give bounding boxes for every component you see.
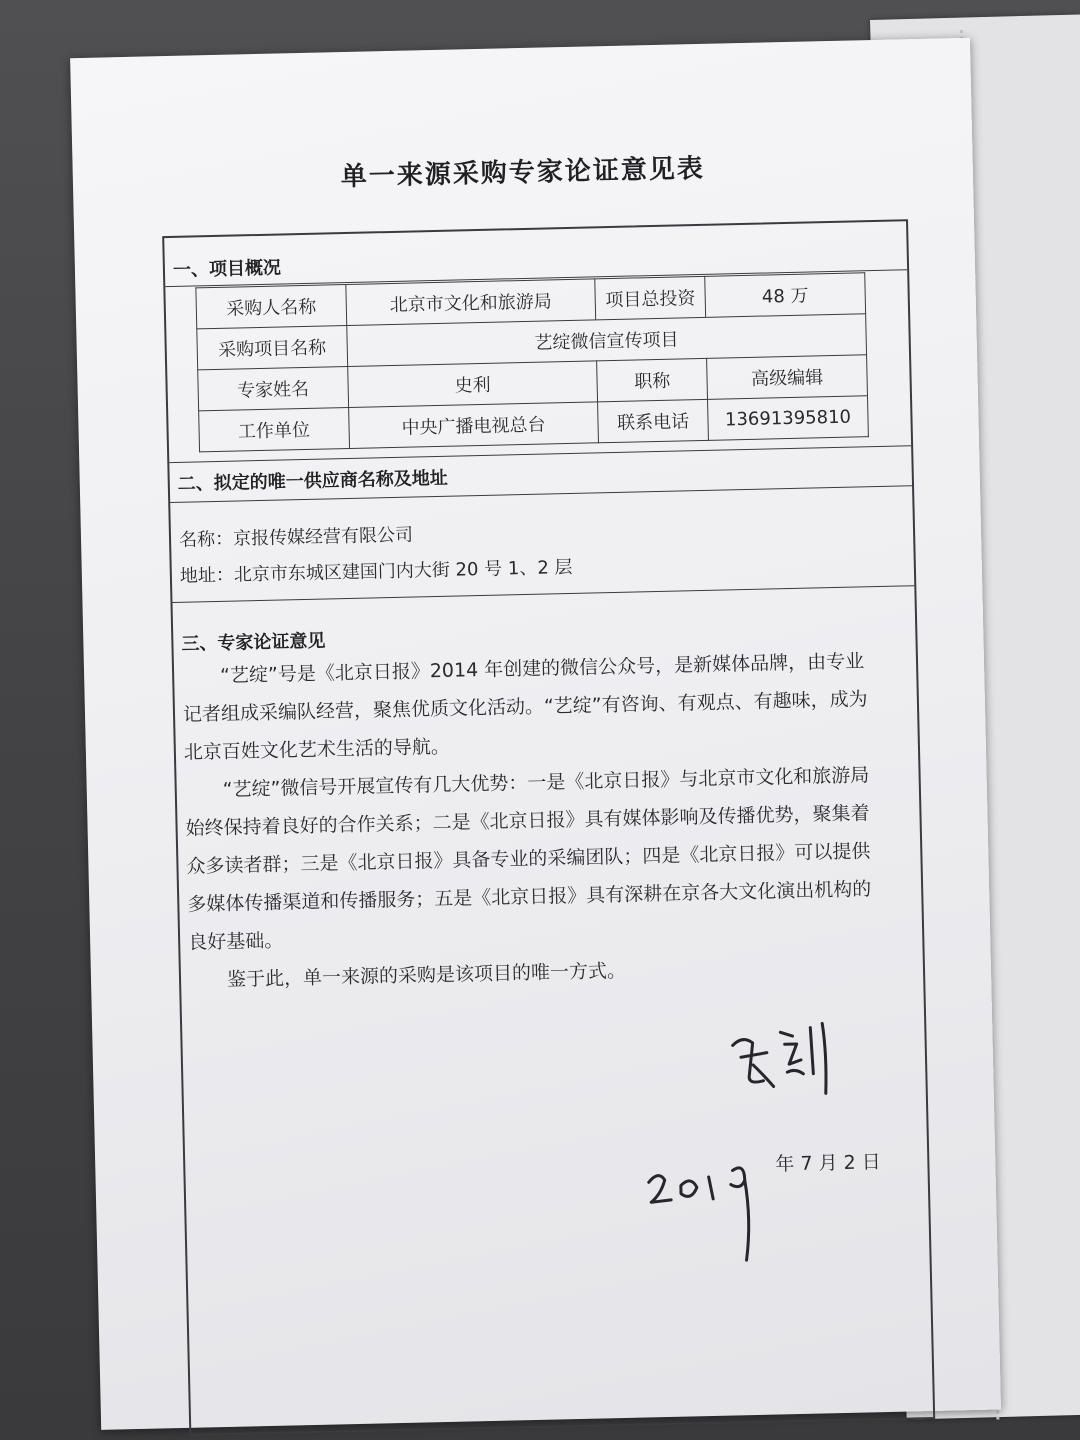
value-phone: 13691395810 [708, 396, 869, 441]
opinion-paragraph-3: 鉴于此，单一来源的采购是该项目的唯一方式。 [226, 959, 627, 991]
value-investment: 48 万 [705, 273, 866, 318]
signature-date: 年 7 月 2 日 [775, 1151, 881, 1176]
opinion-paragraph-1: “艺绽”号是《北京日报》2014 年创建的微信公众号，是新媒体品牌，由专业记者组成采编队经营，聚焦优质文化活动。“艺绽”有咨询、有观点、有趣味，成为北京百姓文化艺术生活的导航。 [182, 650, 868, 764]
value-purchaser: 北京市文化和旅游局 [346, 279, 596, 326]
project-overview-table [195, 272, 869, 452]
document-title: 单一来源采购专家论证意见表 [340, 153, 706, 193]
supplier-name: 名称：京报传媒经营有限公司 [178, 524, 414, 551]
label-project-name: 采购项目名称 [197, 326, 348, 370]
form-frame [162, 219, 935, 1436]
handwritten-year [640, 1139, 793, 1272]
section1-heading: 一、项目概况 [172, 257, 282, 281]
section2-heading: 二、拟定的唯一供应商名称及地址 [177, 467, 448, 495]
label-investment: 项目总投资 [595, 276, 706, 319]
value-expert-name: 史利 [347, 361, 597, 408]
label-expert-name: 专家姓名 [198, 366, 349, 410]
value-project-name: 艺绽微信宣传项目 [346, 314, 866, 367]
label-title: 职称 [597, 358, 708, 401]
label-phone: 联系电话 [598, 399, 709, 442]
label-purchaser: 采购人名称 [196, 285, 347, 329]
value-title: 高级编辑 [707, 355, 868, 400]
label-employer: 工作单位 [199, 407, 350, 451]
divider [172, 585, 914, 603]
paper-sheet [70, 38, 1001, 1430]
opinion-paragraph-2: “艺绽”微信号开展宣传有几大优势：一是《北京日报》与北京市文化和旅游局始终保持着良好的合作关系；二是《北京日报》具有媒体影响及传播优势，聚集着众多读者群；三是《北京日报》具备专业的采编团队；四是《北京日报》可以提供多媒体传播渠道和传播服务；五是《北京日报》具有深耕在京各大文化演出机构的良好基础。 [185, 764, 872, 954]
supplier-address: 地址：北京市东城区建国门内大街 20 号 1、2 层 [179, 556, 573, 587]
section3-heading: 三、专家论证意见 [181, 630, 326, 655]
handwritten-signature [722, 1013, 844, 1106]
value-employer: 中央广播电视总台 [348, 402, 598, 449]
